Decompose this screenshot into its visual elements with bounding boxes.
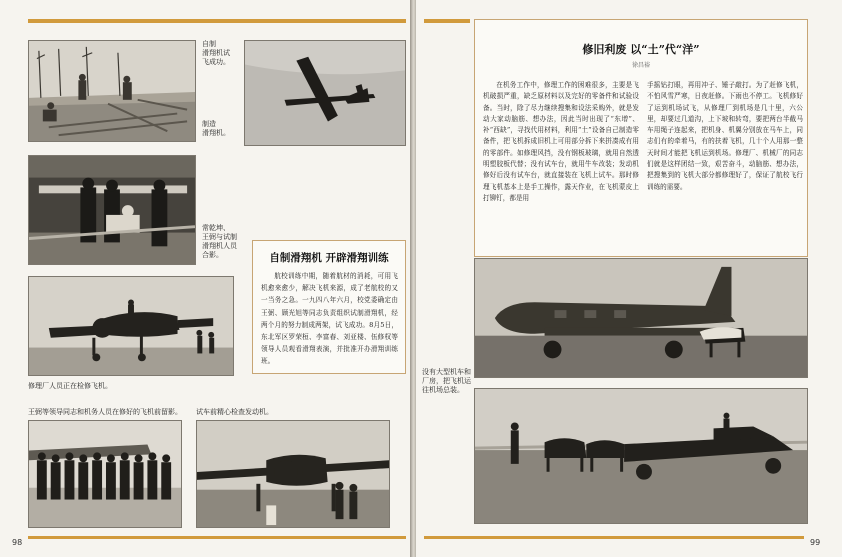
box-title: 自制滑翔机 开辟滑翔训练 (269, 252, 389, 264)
caption-engine-test: 试车前精心检查发动机。 (196, 408, 273, 416)
article-author: 徐昌裕 (631, 62, 650, 69)
photo-engine-test (196, 420, 390, 528)
article-paragraph: 在机务工作中，修理工作的困难很多，主要是飞机破损严重，缺乏原材料以及完好的零备件和试验设备。当时，除了尽力继续搜集和设法采购外，就是发动大家动脑筋、想办法，因此当时出现了“东增”、补“西缺”，寻找代用材料，利用“土”设备自己制造零备件，把飞机拆成旧机上可用部分拆下来拼凑成有用的零部件。如修理风挡，没有钢板玻璃，就用自然透明塑胶板代替；没有试车台，就用牛车改装；发动机修好后没有试车台，就直接装在飞机上试车。那时修理飞机基本上是手工操作，露天作业，在飞机蒙皮上打铆钉，都是用 (483, 81, 639, 202)
left-page (0, 0, 412, 557)
article-column-2: 手摇钻打眼，再用冲子、锤子敲打。为了赶修飞机，不怕风雪严寒，日夜赶修。下雨也不停工。飞机修好了运到机场试飞，从修理厂到机场是几十里，六公里，却要过几道沟，上下坡和转弯，要把两台半截马车用绳子连起来，把机身、机翼分别放在马车上，同志们有的牵着马，有的扶着飞机，几十个人用那一整天时间才能把飞机运到机场。修理厂、机械厂的同志们就是这样团结一致，艰苦奋斗，动脑筋、想办法，把搜集到的飞机大部分都修理好了，保证了航校飞行训练的需要。 (647, 81, 803, 191)
right-page (416, 0, 842, 557)
photo-plane-transport (474, 388, 808, 524)
page-number-left: 98 (12, 538, 23, 547)
left-bottom-rule (28, 536, 406, 539)
caption-repair-workers: 修理厂人员正在检修飞机。 (28, 382, 112, 390)
photo-leaders-group (28, 420, 182, 528)
article-box-repair (474, 19, 808, 257)
left-top-rule (28, 19, 406, 23)
caption-plane-transport: 没有大型机车和 厂房，把飞机运 往机场总装。 (422, 368, 471, 394)
article-column-1 (483, 80, 639, 204)
photo-group-with-glider (28, 155, 196, 265)
photo-glider-construction (28, 40, 196, 142)
photo-glider-flight (244, 40, 406, 146)
caption-glider-build: 制造 滑翔机。 (202, 120, 230, 137)
article-box-glider-training (252, 240, 406, 374)
right-bottom-rule (424, 536, 804, 539)
photo-plane-on-cart (474, 258, 808, 378)
caption-glider-flight: 自制 滑翔机试 飞成功。 (202, 40, 230, 66)
right-top-rule (424, 19, 470, 23)
article-title: 修旧利废 以“土”代“洋” (582, 43, 700, 56)
photo-repair-workers (28, 276, 234, 376)
box-body: 航校训练中期，随着航材的消耗，可用飞机愈来愈少，解决飞机来源，成了老航校的又一当务之急。一九四八年六月，校党委确定由王弼、顾光旭等同志负责组织试制滑翔机，经两个月的努力制成两架，试飞成功。8月5日，东北军区罗荣桓、李富春、刘亚楼、伍修权等领导人员观看滑翔表演，并批准开办滑翔训练班。 (261, 272, 398, 366)
caption-people-with-glider: 常乾坤、 王弼与试制 滑翔机人员 合影。 (202, 224, 237, 259)
caption-leaders-group: 王弼等领导同志和机务人员在修好的飞机前留影。 (28, 408, 182, 416)
page-number-right: 99 (810, 538, 821, 547)
